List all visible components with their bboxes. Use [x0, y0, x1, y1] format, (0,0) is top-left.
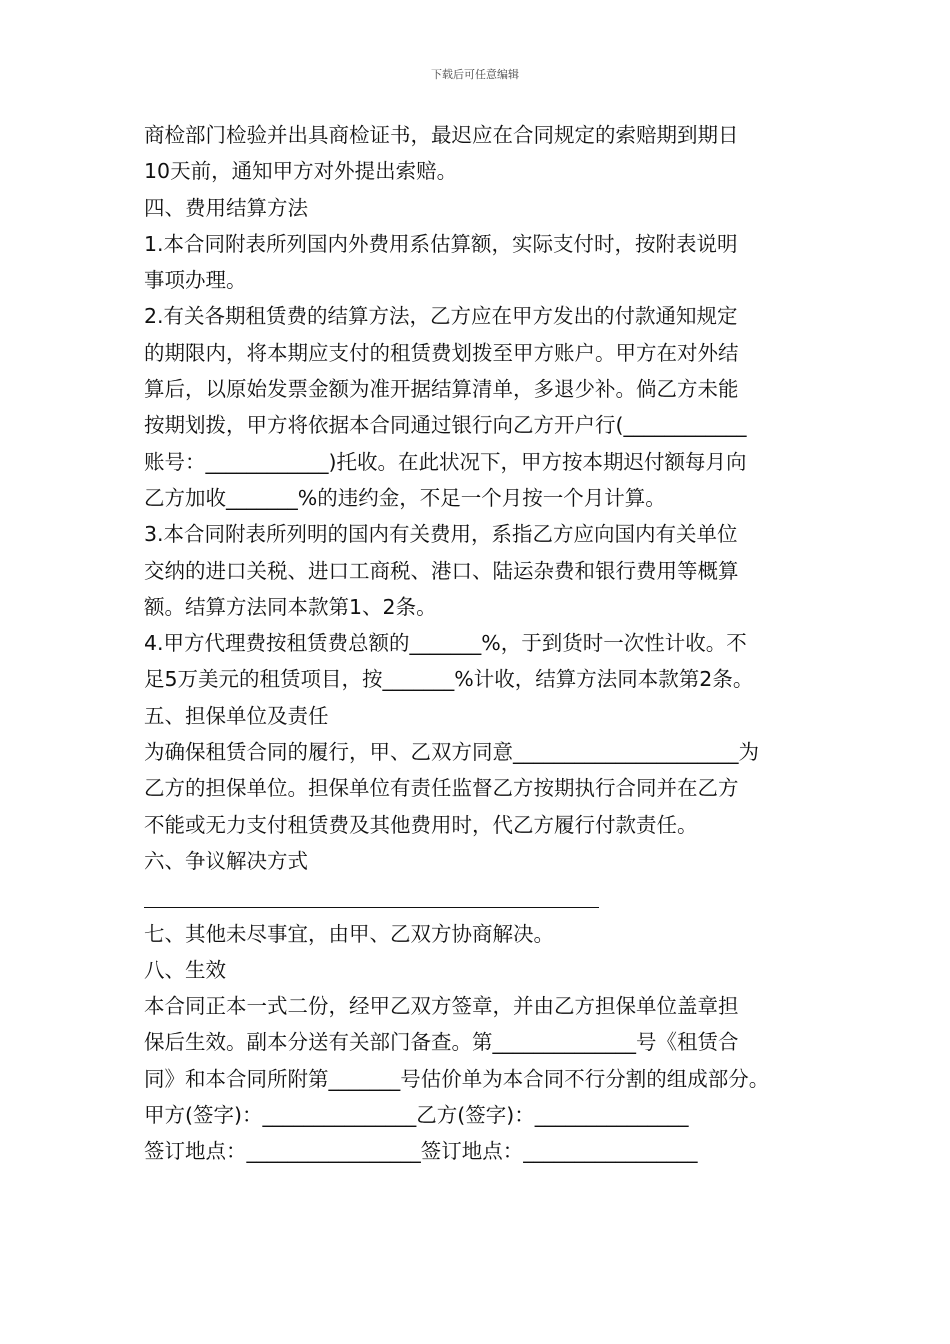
paragraph-line: 按期划拨，甲方将依据本合同通过银行向乙方开户行(____________ [144, 413, 747, 438]
paragraph-line: 本合同正本一式二份，经甲乙双方签章，并由乙方担保单位盖章担 [144, 994, 739, 1019]
paragraph-line: 乙方的担保单位。担保单位有责任监督乙方按期执行合同并在乙方 [144, 776, 739, 801]
signature-line: 甲方(签字)：_______________乙方(签字)：_______________ [144, 1103, 689, 1128]
underline-rule [144, 907, 599, 908]
paragraph-line: 3.本合同附表所列明的国内有关费用，系指乙方应向国内有关单位 [144, 522, 738, 547]
paragraph-line: 算后，以原始发票金额为准开据结算清单，多退少补。倘乙方未能 [144, 377, 739, 402]
paragraph-line: 的期限内，将本期应支付的租赁费划拨至甲方账户。甲方在对外结 [144, 340, 739, 365]
paragraph-line: 事项办理。 [144, 268, 247, 293]
section-heading: 四、费用结算方法 [144, 195, 308, 220]
paragraph-line: 商检部门检验并出具商检证书，最迟应在合同规定的索赔期到期日 [144, 123, 739, 147]
section-heading: 八、生效 [144, 957, 226, 982]
paragraph-line: 额。结算方法同本款第1、2条。 [144, 594, 437, 619]
section-heading: 五、担保单位及责任 [144, 703, 329, 728]
paragraph-line: 保后生效。副本分送有关部门备查。第______________号《租赁合 [144, 1030, 739, 1055]
section-heading: 六、争议解决方式 [144, 848, 308, 873]
paragraph-line: 交纳的进口关税、进口工商税、港口、陆运杂费和银行费用等概算 [144, 558, 739, 583]
paragraph-line: 10天前，通知甲方对外提出索赔。 [144, 159, 458, 184]
blank-fill-line [144, 879, 824, 915]
paragraph-line: 账号：____________)托收。在此状况下，甲方按本期迟付额每月向 [144, 449, 747, 474]
signing-location-line: 签订地点：_________________签订地点：_________________ [144, 1139, 698, 1164]
paragraph-line: 1.本合同附表所列国内外费用系估算额，实际支付时，按附表说明 [144, 231, 738, 256]
paragraph-line: 同》和本合同所附第_______号估价单为本合同不行分割的组成部分。 [144, 1066, 770, 1091]
paragraph-line: 乙方加收_______%的违约金，不足一个月按一个月计算。 [144, 485, 666, 510]
paragraph-line: 2.有关各期租赁费的结算方法，乙方应在甲方发出的付款通知规定 [144, 304, 738, 329]
paragraph-line: 不能或无力支付租赁费及其他费用时，代乙方履行付款责任。 [144, 812, 698, 837]
paragraph-line: 为确保租赁合同的履行，甲、乙双方同意______________________为 [144, 740, 759, 765]
document-body [144, 117, 824, 1170]
page-header: 下载后可任意编辑 [431, 68, 519, 81]
section-heading: 七、其他未尽事宜，由甲、乙双方协商解决。 [144, 921, 554, 946]
paragraph-line: 4.甲方代理费按租赁费总额的_______%，于到货时一次性计收。不 [144, 631, 747, 656]
paragraph-line: 足5万美元的租赁项目，按_______%计收，结算方法同本款第2条。 [144, 667, 754, 692]
